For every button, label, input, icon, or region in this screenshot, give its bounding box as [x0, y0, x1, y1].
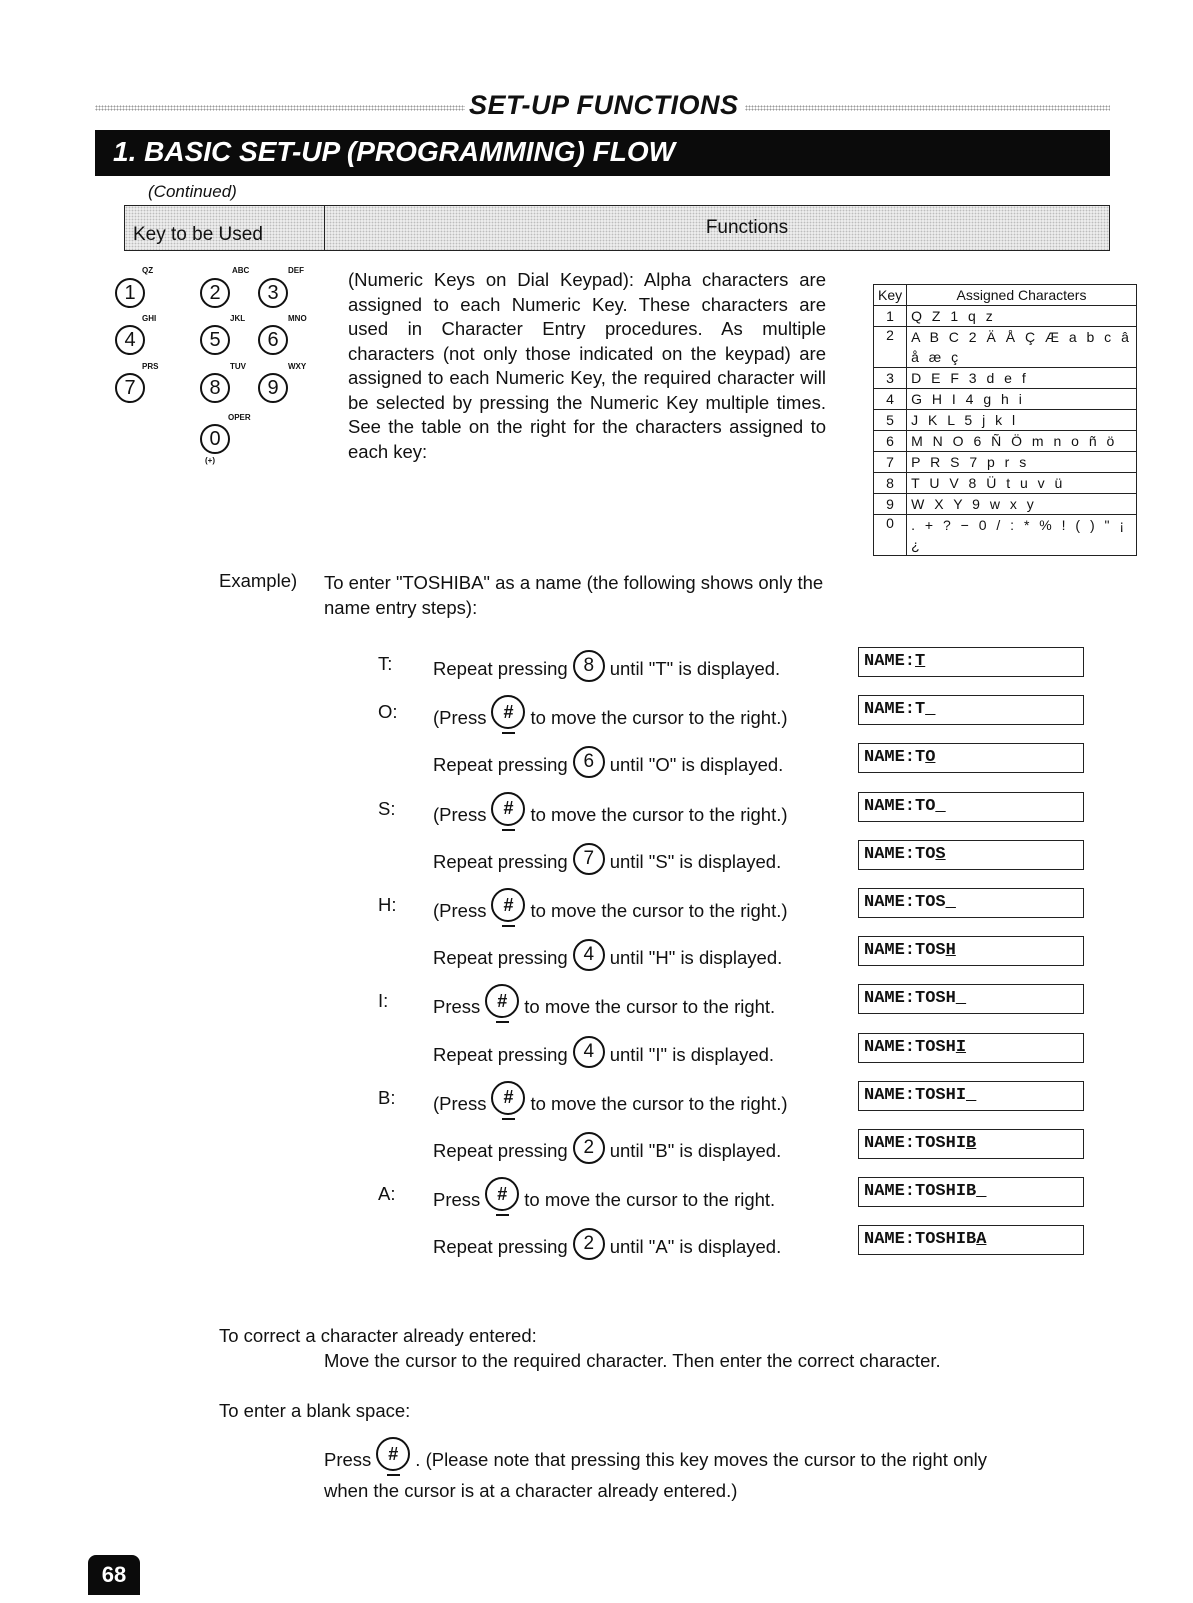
table-row [874, 515, 1137, 536]
key-1-label: QZ [142, 266, 154, 275]
numeric-key-icon: 4 [573, 939, 605, 971]
lcd-prefix: NAME: [864, 1134, 916, 1153]
table-header [124, 205, 1110, 251]
hash-key-icon: # [491, 888, 525, 922]
col-assigned: Assigned Characters [907, 285, 1137, 306]
blank-body [324, 1443, 1114, 1477]
lcd-prefix: NAME: [864, 796, 916, 816]
numeric-key-icon: 8 [573, 650, 605, 682]
step-row [378, 1079, 848, 1119]
step-row [378, 1031, 848, 1071]
lcd-display [858, 1081, 1084, 1111]
row-key: 6 [874, 431, 907, 452]
row-chars: J K L 5 j k l [907, 410, 1137, 431]
step-letter: A: [378, 1183, 396, 1205]
lcd-prefix: NAME: [864, 893, 916, 912]
row-chars: P R S 7 p r s [907, 452, 1137, 473]
row-chars: T U V 8 Ü t u v ü [907, 473, 1137, 494]
table-row [874, 368, 1137, 389]
step-pre: Press [433, 1189, 481, 1211]
step-pre: (Press [433, 1092, 487, 1114]
step-pre: Repeat pressing [433, 1043, 568, 1065]
step-row [378, 790, 848, 830]
key-6-label: MNO [288, 314, 307, 323]
row-key: 7 [874, 452, 907, 473]
lcd-display [858, 1177, 1084, 1207]
table-row-cont [874, 535, 1137, 556]
lcd-display [858, 840, 1084, 870]
step-letter: B: [378, 1086, 396, 1108]
step-post: to move the cursor to the right.) [530, 803, 788, 825]
lcd-cursor: _ [966, 1085, 977, 1105]
key-0-label: OPER [228, 413, 251, 422]
step-row [378, 645, 848, 685]
step-post: to move the cursor to the right.) [530, 900, 788, 921]
key-5: 5 [200, 325, 230, 355]
lcd-text: T [915, 700, 926, 720]
lcd-prefix: NAME: [864, 700, 916, 720]
lcd-display [858, 936, 1084, 966]
step-letter: O: [378, 701, 398, 723]
lcd-cursor: I [955, 1037, 967, 1057]
lcd-prefix: NAME: [864, 748, 916, 768]
header-rule-right [745, 105, 1110, 111]
step-letter: S: [378, 797, 396, 819]
row-key: 8 [874, 473, 907, 494]
step-pre: Repeat pressing [433, 947, 568, 969]
step-instruction [433, 894, 788, 928]
col-header-key: Key to be Used [125, 206, 325, 250]
row-chars: G H I 4 g h i [907, 389, 1137, 410]
blank-pre: Press [324, 1449, 372, 1470]
chapter-banner [95, 130, 1110, 176]
lcd-cursor: _ [976, 1182, 987, 1202]
step-pre: (Press [433, 707, 487, 729]
key-0-sublabel: (+) [205, 456, 215, 465]
step-post: until "O" is displayed. [609, 754, 784, 776]
lcd-text: TOSHI [915, 1134, 967, 1153]
step-instruction [433, 1183, 775, 1217]
step-pre: Repeat pressing [433, 850, 568, 872]
step-pre: (Press [433, 803, 487, 825]
step-post: until "I" is displayed. [609, 1043, 775, 1065]
lcd-cursor: O [925, 748, 936, 768]
key-4: 4 [115, 325, 145, 355]
row-key: 3 [874, 368, 907, 389]
lcd-cursor: _ [925, 700, 936, 720]
hash-key-icon: # [491, 1081, 525, 1115]
table-row-cont [874, 347, 1137, 368]
step-row [378, 1223, 848, 1263]
row-key: 4 [874, 389, 907, 410]
col-header-functions: Functions [705, 217, 789, 238]
row-key: 1 [874, 306, 907, 327]
hash-key-icon: # [491, 695, 525, 729]
lcd-prefix: NAME: [864, 844, 916, 864]
step-post: until "B" is displayed. [609, 1140, 782, 1161]
numeric-key-icon: 2 [573, 1132, 605, 1164]
continued-label: (Continued) [148, 182, 237, 201]
hash-key-icon: # [485, 1177, 519, 1211]
lcd-cursor: H [945, 941, 956, 961]
row-chars-cont: ¿ [907, 535, 1137, 556]
step-instruction [433, 653, 780, 685]
lcd-prefix: NAME: [864, 652, 916, 671]
lcd-text: TOSHI [915, 1085, 967, 1105]
lcd-cursor: A [976, 1230, 987, 1250]
lcd-text: TOSH [915, 989, 956, 1009]
step-pre: Repeat pressing [433, 658, 568, 679]
step-post: to move the cursor to the right. [524, 996, 776, 1018]
row-chars: M N O 6 Ñ Ö m n o ñ ö [907, 431, 1137, 452]
row-key: 9 [874, 494, 907, 515]
table-row [874, 431, 1137, 452]
row-key: 2 [874, 327, 907, 368]
row-chars: . + ? − 0 / : * % ! ( ) " ¡ [907, 515, 1137, 536]
key-3-label: DEF [288, 266, 304, 275]
lcd-text: TOS [915, 941, 946, 961]
step-instruction [433, 846, 781, 878]
step-pre: Press [433, 996, 481, 1018]
assigned-characters-table [873, 284, 1137, 556]
table-row [874, 494, 1137, 515]
lcd-display [858, 695, 1084, 725]
step-row [378, 982, 848, 1022]
lcd-cursor: S [935, 844, 946, 864]
col-key: Key [874, 285, 907, 306]
numeric-key-icon: 4 [573, 1036, 605, 1068]
lcd-cursor: _ [945, 893, 956, 912]
key-8: 8 [200, 373, 230, 403]
step-letter: I: [378, 990, 389, 1012]
hash-key-icon: # [485, 984, 519, 1018]
chapter-title: 1. BASIC SET-UP (PROGRAMMING) FLOW [113, 136, 676, 167]
key-7: 7 [115, 373, 145, 403]
step-pre: Repeat pressing [433, 1236, 568, 1258]
row-chars: W X Y 9 w x y [907, 494, 1137, 515]
step-instruction [433, 701, 788, 735]
page-number: 68 [88, 1555, 140, 1595]
table-row [874, 473, 1137, 494]
table-header-row [874, 285, 1137, 306]
lcd-prefix: NAME: [864, 1230, 916, 1250]
row-key: 5 [874, 410, 907, 431]
key-4-label: GHI [142, 314, 157, 323]
step-instruction [433, 942, 782, 974]
lcd-prefix: NAME: [864, 989, 916, 1009]
lcd-display [858, 743, 1084, 773]
lcd-cursor: _ [935, 796, 946, 816]
example-text: To enter "TOSHIBA" as a name (the following shows only the name entry steps): [324, 572, 824, 618]
lcd-cursor: B [966, 1134, 977, 1153]
lcd-cursor: T [915, 652, 926, 671]
lcd-display [858, 888, 1084, 918]
step-post: to move the cursor to the right. [524, 1189, 776, 1211]
lcd-cursor: _ [955, 989, 967, 1009]
lcd-display [858, 984, 1084, 1014]
step-row [378, 1175, 848, 1215]
step-instruction [433, 798, 788, 832]
step-row [378, 886, 848, 926]
lcd-prefix: NAME: [864, 1085, 916, 1105]
key-2: 2 [200, 278, 230, 308]
step-instruction [433, 1087, 788, 1121]
row-chars: Q Z 1 q z [907, 306, 1137, 327]
lcd-display [858, 1129, 1084, 1159]
key-7-label: PRS [142, 362, 159, 371]
key-3: 3 [258, 278, 288, 308]
hash-key-icon: # [491, 792, 525, 826]
key-5-label: JKL [230, 314, 246, 323]
step-row [378, 934, 848, 974]
lcd-text: TO [915, 844, 936, 864]
table-row [874, 410, 1137, 431]
lcd-prefix: NAME: [864, 1182, 916, 1202]
blank-heading: To enter a blank space: [219, 1400, 411, 1421]
step-post: to move the cursor to the right.) [530, 1092, 788, 1114]
step-post: until "H" is displayed. [609, 947, 783, 969]
lcd-text: TOSHIB [915, 1230, 977, 1250]
key-1: 1 [115, 278, 145, 308]
lcd-display [858, 647, 1084, 677]
step-instruction [433, 1039, 774, 1071]
lcd-prefix: NAME: [864, 1037, 916, 1057]
step-post: until "A" is displayed. [609, 1236, 782, 1258]
step-letter: H: [378, 894, 397, 915]
step-row [378, 1127, 848, 1167]
table-row [874, 327, 1137, 348]
step-post: until "S" is displayed. [609, 850, 782, 872]
lcd-text: TO [915, 796, 936, 816]
key-2-label: ABC [232, 266, 250, 275]
step-instruction [433, 990, 775, 1024]
lcd-display [858, 792, 1084, 822]
lcd-text: TOS [915, 893, 946, 912]
row-chars: D E F 3 d e f [907, 368, 1137, 389]
example-label: Example) [219, 570, 298, 591]
row-chars: A B C 2 Ä Å Ç Æ a b c â [907, 327, 1137, 348]
numeric-key-icon: 7 [573, 843, 605, 875]
lcd-display [858, 1225, 1084, 1255]
row-chars-cont: å æ ç [907, 347, 1137, 368]
hash-key-icon: # [376, 1437, 410, 1471]
table-row [874, 306, 1137, 327]
correct-heading: To correct a character already entered: [219, 1325, 537, 1346]
numeric-key-icon: 2 [573, 1228, 605, 1260]
lcd-prefix: NAME: [864, 941, 916, 961]
key-8-label: TUV [230, 362, 246, 371]
step-post: until "T" is displayed. [609, 658, 781, 679]
step-row [378, 693, 848, 733]
step-pre: Repeat pressing [433, 1140, 568, 1161]
key-6: 6 [258, 325, 288, 355]
numeric-key-icon: 6 [573, 746, 605, 778]
step-pre: (Press [433, 900, 487, 921]
blank-post: . (Please note that pressing this key moves the cursor to the right only [415, 1449, 988, 1470]
step-pre: Repeat pressing [433, 754, 568, 776]
step-instruction [433, 749, 783, 781]
step-letter: T: [378, 653, 393, 674]
step-instruction [433, 1135, 781, 1167]
key-0: 0 [200, 424, 230, 454]
blank-line2: when the cursor is at a character already entered.) [324, 1480, 738, 1501]
table-row [874, 452, 1137, 473]
lcd-display [858, 1033, 1084, 1063]
numeric-keys-description: (Numeric Keys on Dial Keypad): Alpha characters are assigned to each Numeric Key. These characters are used in Character Entry procedures. As multiple characters (not only those indicated on the keypad) are assigned to each Numeric Key, the required character will be selected by pressing the Numeric Key multiple times. See the table on the right for the characters assigned to each key: [348, 269, 826, 462]
correct-body: Move the cursor to the required character. Then enter the correct character. [324, 1350, 941, 1371]
row-key: 0 [874, 515, 907, 556]
header-rule-left [95, 105, 465, 111]
key-9: 9 [258, 373, 288, 403]
lcd-text: TOSHIB [915, 1182, 977, 1202]
key-9-label: WXY [288, 362, 307, 371]
section-title: SET-UP FUNCTIONS [465, 90, 743, 121]
step-row [378, 741, 848, 781]
step-instruction [433, 1231, 781, 1263]
lcd-text: TOSH [915, 1037, 956, 1057]
step-post: to move the cursor to the right.) [530, 707, 788, 729]
step-row [378, 838, 848, 878]
lcd-text: T [915, 748, 926, 768]
table-row [874, 389, 1137, 410]
